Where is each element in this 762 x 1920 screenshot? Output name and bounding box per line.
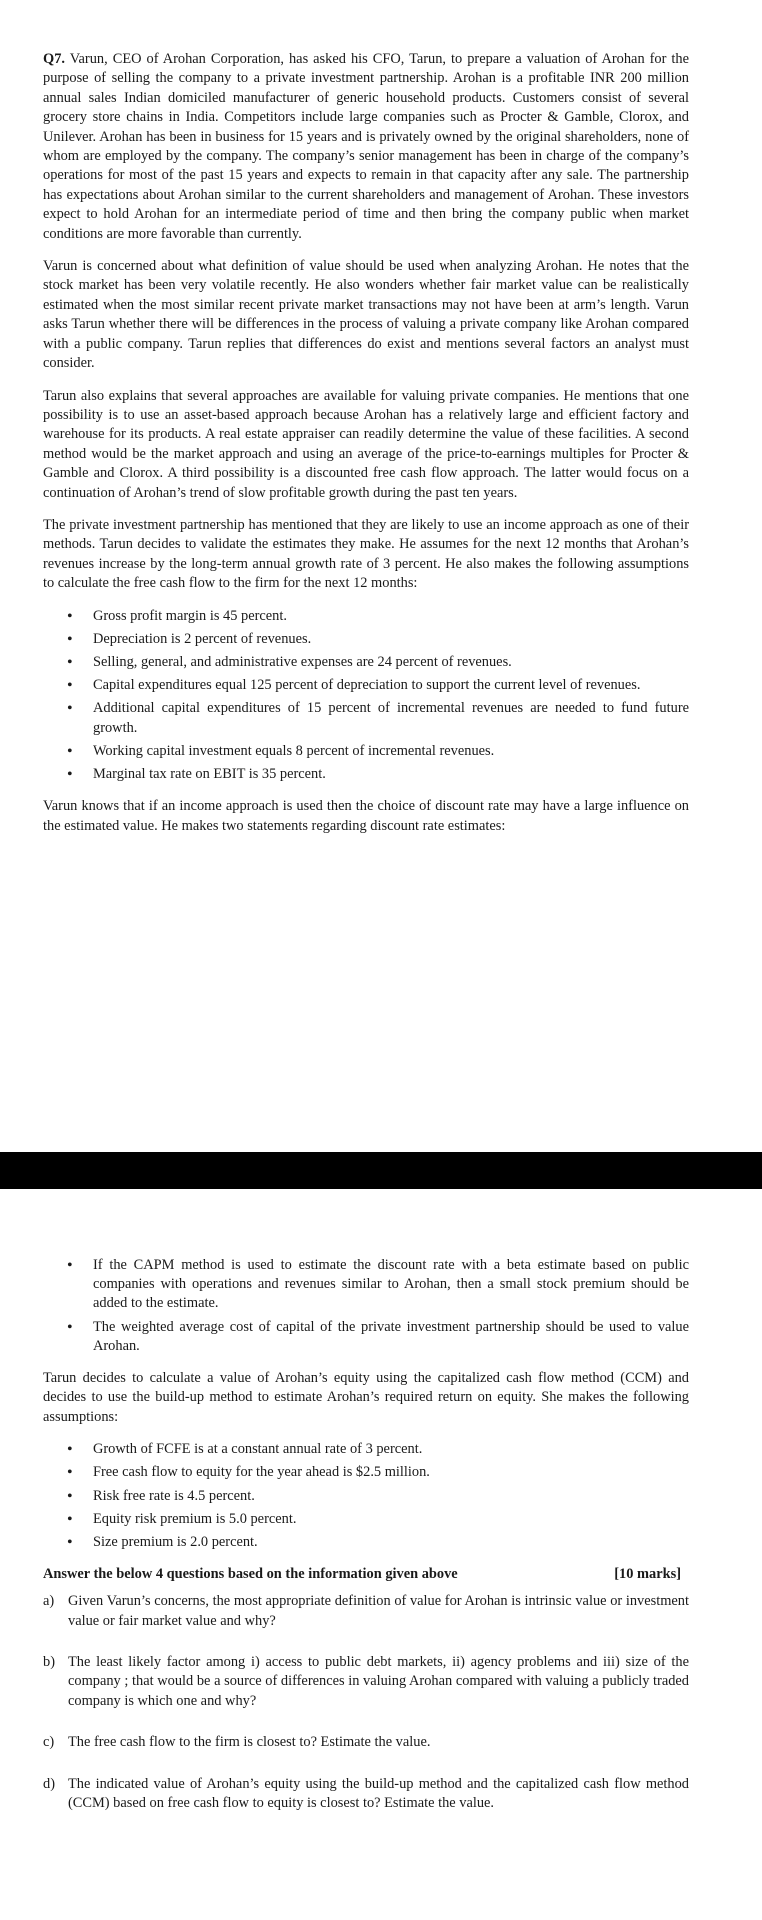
list-item: • Depreciation is 2 percent of revenues. (93, 630, 689, 649)
marks-label: [10 marks] (614, 1566, 681, 1583)
question-a (43, 1592, 689, 1631)
income-approach-paragraph: The private investment partnership has mentioned that they are likely to use an income approach as one of their methods. Tarun decides to validate the estimates they make. He assumes for the next 12 months that Arohan’s revenues increase by the long-term annual growth rate of 3 percent. He also makes the following assumptions to calculate the free cash flow to the firm for the next 12 months: (43, 516, 689, 592)
question-label: c) (43, 1734, 55, 1751)
list-item: • Selling, general, and administrative expenses are 24 percent of revenues. (93, 653, 689, 672)
ccm-assumptions-list (43, 1440, 689, 1552)
list-item: • The weighted average cost of capital of the private investment partnership should be used to value Arohan. (93, 1318, 689, 1356)
answer-instruction: Answer the below 4 questions based on the information given above (43, 1566, 458, 1583)
question-number: Q7. (43, 51, 65, 67)
question-text: The free cash flow to the firm is closest to? Estimate the value. (68, 1734, 431, 1751)
list-item: • Free cash flow to equity for the year ahead is $2.5 million. (93, 1463, 689, 1482)
list-item: • Gross profit margin is 45 percent. (93, 607, 689, 626)
list-item: • Additional capital expenditures of 15 percent of incremental revenues are needed to fund future growth. (93, 699, 689, 737)
list-item: • If the CAPM method is used to estimate the discount rate with a beta estimate based on public companies with operations and revenues similar to Arohan, then a small stock premium should be added to the estimate. (93, 1256, 689, 1314)
discount-statements-list (43, 1256, 689, 1356)
discount-rate-paragraph: Varun knows that if an income approach is used then the choice of discount rate may have a large influence on the estimated value. He makes two statements regarding discount rate estimates: (43, 798, 689, 834)
list-item: • Marginal tax rate on EBIT is 35 percent. (93, 765, 689, 784)
list-item: • Risk free rate is 4.5 percent. (93, 1487, 689, 1506)
page-break-band (0, 1152, 762, 1189)
upper-page-section (43, 50, 689, 849)
question-b (43, 1653, 689, 1711)
fcff-assumptions-list (43, 607, 689, 785)
question-label: d) (43, 1775, 55, 1792)
answer-heading (43, 1565, 689, 1584)
list-item: • Working capital investment equals 8 percent of incremental revenues. (93, 742, 689, 761)
lower-page-section (43, 1256, 689, 1836)
question-c (43, 1733, 689, 1752)
approaches-paragraph: Tarun also explains that several approaches are available for valuing private companies. He mentions that one possibility is to use an asset-based approach because Arohan has a relatively large and efficient factory and warehouse for its products. A real estate appraiser can readily determine the value of these facilities. A second method would be the market approach and using an average of the price-to-earnings multiples for Procter & Gamble and Clorox. A third possibility is a discounted free cash flow approach. The latter would focus on a continuation of Arohan’s trend of slow profitable growth during the past ten years. (43, 387, 689, 501)
question-label: a) (43, 1593, 55, 1610)
question-d (43, 1775, 689, 1814)
intro-text: Varun, CEO of Arohan Corporation, has asked his CFO, Tarun, to prepare a valuation of Arohan for the purpose of selling the company to a private investment partnership. Arohan is a profitable INR 200 million annual sales Indian domiciled manufacturer of generic household products. Customers consist of several grocery store chains in India. Competitors include large companies such as Procter & Gamble, Clorox, and Unilever. Arohan has been in business for 15 years and is privately owned by the original shareholders, none of whom are employed by the company. The company’s senior management has been in charge of the company’s operations for most of the past 15 years and expects to remain in that capacity after any sale. The partnership has expectations about Arohan similar to the current shareholders and management of Arohan. These investors expect to hold Arohan for an intermediate period of time and then bring the company public when market conditions are more favorable than currently. (43, 51, 689, 242)
list-item: • Growth of FCFE is at a constant annual rate of 3 percent. (93, 1440, 689, 1459)
list-item: • Size premium is 2.0 percent. (93, 1533, 689, 1552)
question-text: Given Varun’s concerns, the most appropriate definition of value for Arohan is intrinsic value or investment value or fair market value and why? (68, 1593, 689, 1629)
question-text: The least likely factor among i) access to public debt markets, ii) agency problems and iii) size of the company ; that would be a source of differences in valuing Arohan compared with valuing a publicly traded company is which one and why? (68, 1654, 689, 1709)
intro-paragraph (43, 50, 689, 244)
value-definition-paragraph: Varun is concerned about what definition of value should be used when analyzing Arohan. He notes that the stock market has been very volatile recently. He also wonders whether fair market value can be realistically estimated when the most similar recent private market transactions may not have been at arm’s length. Varun asks Tarun whether there will be differences in the process of valuing a private company like Arohan compared with a public company. Tarun replies that differences do exist and mentions several factors an analyst must consider. (43, 258, 689, 372)
ccm-paragraph: Tarun decides to calculate a value of Arohan’s equity using the capitalized cash flow method (CCM) and decides to use the build-up method to estimate Arohan’s required return on equity. She makes the following assumptions: (43, 1370, 689, 1425)
question-label: b) (43, 1654, 55, 1671)
question-text: The indicated value of Arohan’s equity using the build-up method and the capitalized cash flow method (CCM) based on free cash flow to equity is closest to? Estimate the value. (68, 1775, 689, 1812)
list-item: • Equity risk premium is 5.0 percent. (93, 1510, 689, 1529)
list-item: • Capital expenditures equal 125 percent of depreciation to support the current level of revenues. (93, 676, 689, 695)
